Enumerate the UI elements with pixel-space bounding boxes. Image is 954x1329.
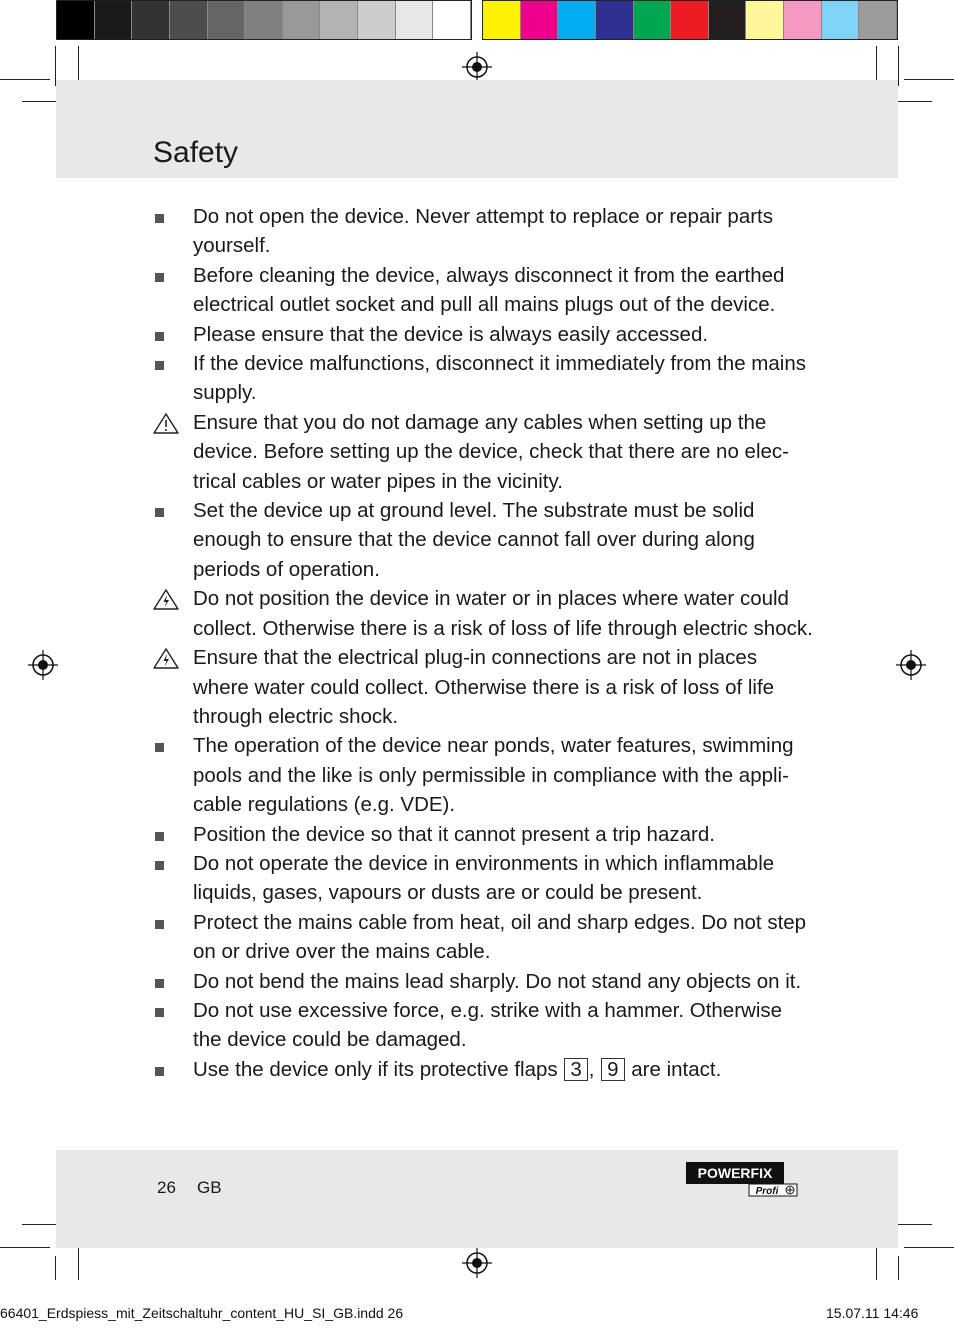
gray-swatch xyxy=(433,1,471,39)
list-item-text: Protect the mains cable from heat, oil and sharp edges. Do not step on or drive over the mains cable. xyxy=(193,910,807,964)
color-swatch xyxy=(859,1,897,39)
color-swatch xyxy=(483,1,521,39)
list-item-text: Do not operate the device in environments in which inflammable liquids, gases, vapours or dusts are or could be present. xyxy=(193,851,775,905)
bullet-square-icon xyxy=(155,332,164,341)
crop-mark xyxy=(898,46,899,86)
list-item-text: Do not position the device in water or in places where water could collect. Otherwise there is a risk of loss of life through electric shock. xyxy=(193,587,813,640)
color-swatch xyxy=(634,1,672,39)
list-item xyxy=(153,967,813,996)
list-item xyxy=(153,408,813,496)
language-code: GB xyxy=(197,1178,222,1197)
list-item-text: Do not use excessive force, e.g. strike with a hammer. Otherwise the device could be damaged. xyxy=(193,998,783,1052)
list-item-text: Set the device up at ground level. The substrate must be solid enough to ensure that the device cannot fall over during along periods of operation. xyxy=(193,499,755,581)
color-swatch xyxy=(784,1,822,39)
list-item xyxy=(153,996,813,1055)
registration-mark-icon xyxy=(896,650,926,680)
list-item xyxy=(153,849,813,908)
list-item xyxy=(153,908,813,967)
list-item xyxy=(153,261,813,320)
list-item xyxy=(153,1055,813,1084)
list-item xyxy=(153,731,813,819)
list-item-text: The operation of the device near ponds, water features, swimming pools and the like is only permissible in compliance with the appli-cable regulations (e.g. VDE). xyxy=(193,734,794,817)
color-swatch xyxy=(746,1,784,39)
color-swatch xyxy=(822,1,860,39)
list-item-text: If the device malfunctions, disconnect it immediately from the mains supply. xyxy=(193,352,806,405)
list-item-text: Ensure that the electrical plug-in connections are not in places where water could collect. Otherwise there is a risk of loss of life through electric shock. xyxy=(193,646,775,728)
list-item xyxy=(153,584,813,643)
date-slug: 15.07.11 14:46 xyxy=(826,1305,919,1321)
crop-mark xyxy=(0,79,50,80)
crop-mark xyxy=(898,1256,899,1280)
registration-mark-icon xyxy=(462,52,492,82)
gray-swatch xyxy=(358,1,396,39)
gray-swatch xyxy=(95,1,133,39)
warning-triangle-icon xyxy=(153,412,179,434)
list-item xyxy=(153,820,813,849)
part-reference-3: 3 xyxy=(564,1058,587,1081)
crop-mark xyxy=(0,1247,50,1248)
crop-mark xyxy=(892,1224,932,1225)
crop-mark xyxy=(876,1244,877,1280)
bullet-square-icon xyxy=(155,1067,164,1076)
file-slug: 66401_Erdspiess_mit_Zeitschaltuhr_content_HU_SI_GB.indd 26 xyxy=(0,1305,404,1321)
list-item xyxy=(153,349,813,408)
gray-swatch xyxy=(170,1,208,39)
list-item-text: Use the device only if its protective flaps xyxy=(193,1057,558,1081)
powerfix-logo xyxy=(685,1161,799,1197)
gray-swatch xyxy=(283,1,321,39)
crop-mark xyxy=(55,1256,56,1280)
registration-mark-icon xyxy=(28,650,58,680)
electric-shock-icon xyxy=(153,588,179,610)
list-item-text: Do not bend the mains lead sharply. Do not stand any objects on it. xyxy=(193,969,802,993)
list-item-text: Ensure that you do not damage any cables when setting up the device. Before setting up the device, check that there are no elec-trical cables or water pipes in the vicinity. xyxy=(193,410,789,493)
color-swatch xyxy=(558,1,596,39)
crop-mark xyxy=(904,1247,954,1248)
bullet-square-icon xyxy=(155,743,164,752)
gray-swatch xyxy=(396,1,434,39)
crop-mark xyxy=(904,79,954,80)
color-swatch xyxy=(671,1,709,39)
list-item xyxy=(153,643,813,731)
bullet-square-icon xyxy=(155,979,164,988)
gray-swatch xyxy=(132,1,170,39)
bullet-square-icon xyxy=(155,920,164,929)
color-calibration-bar xyxy=(482,0,898,40)
bullet-square-icon xyxy=(155,832,164,841)
list-item xyxy=(153,320,813,349)
color-swatch xyxy=(596,1,634,39)
color-swatch xyxy=(709,1,747,39)
page-number: 26 xyxy=(157,1178,176,1197)
bullet-square-icon xyxy=(155,861,164,870)
bullet-square-icon xyxy=(155,273,164,282)
part-reference-9: 9 xyxy=(601,1058,624,1081)
bullet-square-icon xyxy=(155,214,164,223)
gray-swatch xyxy=(245,1,283,39)
list-item-text: Do not open the device. Never attempt to replace or repair parts yourself. xyxy=(193,205,774,258)
list-item xyxy=(153,496,813,584)
gray-swatch xyxy=(208,1,246,39)
svg-text:Profi: Profi xyxy=(755,1186,779,1197)
list-item-text: Please ensure that the device is always easily accessed. xyxy=(193,322,709,346)
list-item-text: are intact. xyxy=(631,1057,722,1081)
bullet-square-icon xyxy=(155,361,164,370)
bullet-square-icon xyxy=(155,1008,164,1017)
safety-list xyxy=(153,202,813,1084)
bullet-square-icon xyxy=(155,508,164,517)
separator: , xyxy=(588,1057,595,1081)
crop-mark xyxy=(78,1244,79,1280)
page-title: Safety xyxy=(153,136,239,169)
list-item xyxy=(153,202,813,261)
crop-mark xyxy=(892,101,932,102)
registration-mark-icon xyxy=(462,1248,492,1278)
color-swatch xyxy=(521,1,559,39)
svg-text:POWERFIX: POWERFIX xyxy=(697,1165,773,1181)
gray-swatch xyxy=(320,1,358,39)
gray-swatch xyxy=(57,1,95,39)
list-item-text: Position the device so that it cannot present a trip hazard. xyxy=(193,822,715,846)
electric-shock-icon xyxy=(153,647,179,669)
list-item-text: Before cleaning the device, always disconnect it from the earthed electrical outlet socket and pull all mains plugs out of the device. xyxy=(193,263,785,317)
grayscale-calibration-bar xyxy=(56,0,472,40)
